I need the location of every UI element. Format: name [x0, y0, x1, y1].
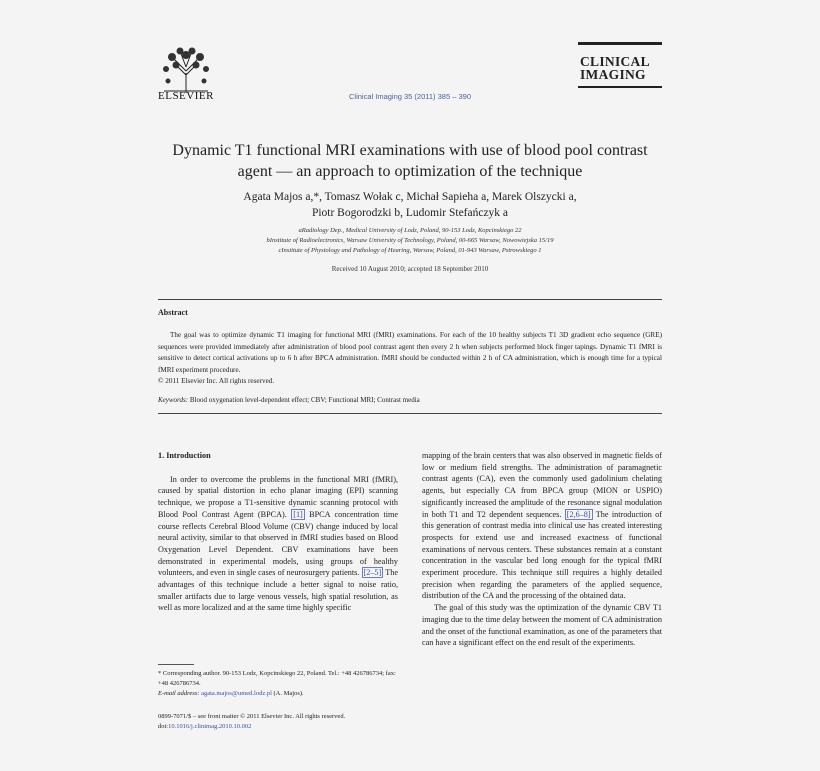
left-column: [158, 450, 398, 614]
journal-logo-rule: [578, 86, 662, 88]
article-title-line-1: Dynamic T1 functional MRI examinations with use of blood pool contrast: [172, 142, 648, 159]
intro-text-c: The advantages of this technique include a better signal to noise ratio, smaller artifacts due to large venous vessels, high spatial resolution, as well as more localized and at the same time highly specific: [158, 568, 399, 613]
front-matter: [158, 712, 398, 732]
keywords-text: Blood oxygenation level-dependent effect; CBV; Functional MRI; Contrast media: [189, 396, 420, 404]
received-dates: Received 10 August 2010; accepted 18 September 2010: [331, 265, 489, 273]
reference-link-1[interactable]: [1]: [293, 509, 303, 519]
footnote-rule: [158, 664, 194, 665]
doi-line: [158, 722, 398, 732]
divider-bottom: [158, 413, 662, 414]
affiliation-a: aRadiology Dep., Medical University of Lodz, Poland, 90-153 Lodz, Kopcinskiego 22: [298, 227, 522, 234]
email-suffix: (A. Majos).: [273, 690, 304, 697]
doi-link[interactable]: 10.1016/j.clinimag.2010.10.002: [168, 723, 252, 730]
intro-paragraph-2: The goal of this study was the optimization of the dynamic CBV T1 imaging due to the time delay between the moment of CA administration and the onset of the functional examination, as one of the parameters that can have a significant effect on the end result of the experiments.: [422, 603, 662, 648]
journal-citation-link[interactable]: Clinical Imaging 35 (2011) 385 – 390: [348, 92, 472, 101]
authors-line-2: Piotr Bogorodzki b, Ludomir Stefańczyk a: [311, 207, 509, 219]
intro-paragraph-1-cont: [422, 450, 662, 602]
abstract-text: The goal was to optimize dynamic T1 imaging for functional MRI (fMRI) examinations. For each of the 10 healthy subjects T1 3D gradient echo sequence (GRE) sequences were provided immediately after administration of blood pool contrast agent then every 2 h when subjects performed block finger tapings. Dynamic T1 fMRI is sensitive to detect cortical activations up to 6 h after BPCA administration. fMRI should be conducted within 2 h of CA administration, which is enough time for a typical fMRI experiment procedure.: [158, 331, 662, 374]
footnote: [158, 669, 398, 699]
article-title: [150, 140, 670, 182]
abstract-body: [158, 330, 662, 388]
intro-text-a: In order to overcome the problems in the functional MRI (fMRI), caused by spatial distortion in echo planar imaging (EPI) scanning technique, we propose a T1-sensitive dynamic scanning protocol with Blood Pool Contrast Agent (BPCA).: [158, 474, 398, 519]
affiliations: [150, 226, 670, 256]
authors-line-1: Agata Majos a,*, Tomasz Wołak c, Michał Sapieha a, Marek Olszycki a,: [243, 191, 577, 203]
divider-top: [158, 299, 662, 300]
intro-text-b: BPCA concentration time course reflects Cerebral Blood Volume (CBV) change induced by local neural activity, similar to that observed in fMRI studies based on Blood Oxygenation Level Dependent. CBV examinations have been demonstrated in experimental models, using groups of healthy volunteers, and even in single cases of neurosurgery patients.: [158, 509, 399, 578]
reference-link-2-5[interactable]: [2–5]: [363, 568, 382, 578]
issn-line: 0899-7071/$ – see front matter © 2011 Elsevier Inc. All rights reserved.: [158, 713, 346, 720]
right-column: [422, 450, 662, 649]
email-link[interactable]: agata.majos@umed.lodz.pl: [201, 690, 272, 697]
affiliation-b: bInstitute of Radioelectronics, Warsaw University of Technology, Poland, 00-665 Warsaw, Nowowiejska 15/19: [266, 237, 554, 244]
intro-text-d: mapping of the brain centers that was also observed in magnetic fields of low or medium field strengths. The administration of paramagnetic contrast agents (CA), even the commonly used gadolinium chelating agents, but especially CA from BPCA group (MION or USPIO) significantly increased the amplitude of the resonance signal modulation in both T1 and T2 dependent sequences.: [422, 451, 662, 519]
corresponding-author: * Corresponding author. 90-153 Lodz, Kopcinskiego 22, Poland. Tel.: +48 426786734; fax: +48 426786734.: [158, 670, 396, 687]
abstract-heading: Abstract: [158, 308, 188, 317]
section-heading-introduction: 1. Introduction: [158, 451, 211, 460]
journal-logo-line-2: IMAGING: [580, 67, 646, 82]
doi-prefix: doi:: [158, 723, 169, 730]
affiliation-c: cInstitute of Physiology and Pathology of Hearing, Warsaw, Poland, 01-943 Warsaw, Pstrowskiego 1: [278, 247, 542, 254]
abstract-copyright: © 2011 Elsevier Inc. All rights reserved.: [158, 377, 275, 385]
email-label: E-mail address:: [158, 690, 200, 697]
email-line: [158, 689, 398, 699]
intro-paragraph-1: [158, 474, 398, 614]
publisher-name: ELSEVIER: [158, 90, 214, 102]
journal-logo: [580, 55, 650, 81]
keywords: [158, 396, 662, 404]
author-list: [150, 189, 670, 221]
reference-link-2-6-8[interactable]: [2,6–8]: [566, 509, 591, 519]
journal-logo-line-1: CLINICAL: [580, 54, 650, 69]
article-title-line-2: agent — an approach to optimization of the technique: [237, 163, 583, 180]
intro-text-e: The introduction of this generation of contrast media into clinical use has created interesting prospects for extend use and increased exactness of functional examinations of nervous centers. These substances remain at a constant concentration in the vascular bed long enough for the typical fMRI experiment procedure. This technique still requires a highly detailed precision when regarding the parameters of the applied sequence, distribution of the CA and the processing of the obtained data.: [422, 509, 662, 601]
keywords-label: Keywords:: [158, 396, 189, 404]
